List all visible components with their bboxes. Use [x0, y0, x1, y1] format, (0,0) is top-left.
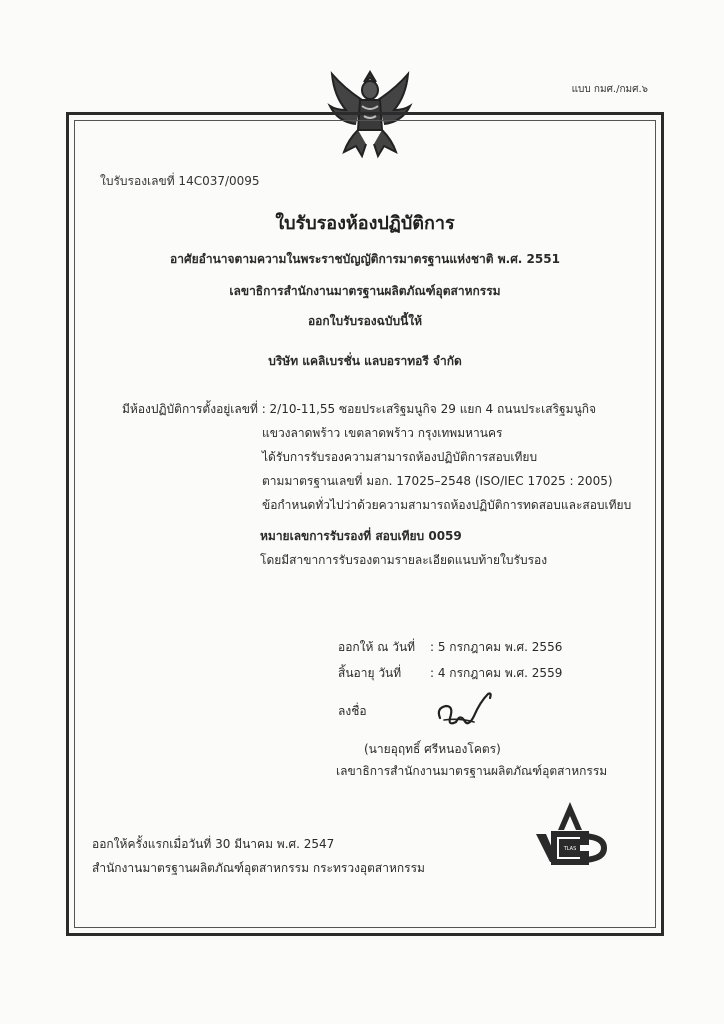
form-code: แบบ กมศ./กมศ.๖ [571, 84, 648, 95]
footer-block [92, 832, 425, 880]
agency-line: สำนักงานมาตรฐานผลิตภัณฑ์อุตสาหกรรม กระทรวงอุตสาหกรรม [92, 861, 425, 875]
accreditation-block [260, 524, 547, 572]
expiry-value: : 4 กรกฎาคม พ.ศ. 2559 [430, 666, 563, 680]
issued-value: : 5 กรกฎาคม พ.ศ. 2556 [430, 640, 563, 654]
address-line-4: ตามมาตรฐานเลขที่ มอก. 17025–2548 (ISO/IEC 17025 : 2005) [262, 474, 613, 488]
expiry-date-row [338, 660, 562, 686]
certificate-title: ใบรับรองห้องปฏิบัติการ [275, 213, 455, 234]
issuer-line: เลขาธิการสำนักงานมาตรฐานผลิตภัณฑ์อุตสาหกรรม [229, 284, 501, 298]
issued-label: ออกให้ ณ วันที่ [338, 640, 416, 654]
expiry-label: สิ้นอายุ วันที่ [338, 666, 402, 680]
signer-name: (นายอุฤทธิ์ ศรีหนองโคตร) [364, 742, 501, 756]
signature-label: ลงชื่อ [338, 704, 367, 718]
tlas-logo-text: TLAS [563, 846, 577, 852]
authority-line: อาศัยอำนาจตามความในพระราชบัญญัติการมาตรฐานแห่งชาติ พ.ศ. 2551 [170, 252, 560, 266]
first-issued-line: ออกให้ครั้งแรกเมื่อวันที่ 30 มีนาคม พ.ศ. 2547 [92, 837, 335, 851]
accreditation-scope: โดยมีสาขาการรับรองตามรายละเอียดแนบท้ายใบรับรอง [260, 553, 548, 567]
tlas-accreditation-logo-icon [532, 800, 608, 866]
signer-title: เลขาธิการสำนักงานมาตรฐานผลิตภัณฑ์อุตสาหกรรม [336, 764, 608, 778]
accreditation-number: หมายเลขการรับรองที่ สอบเทียบ 0059 [260, 529, 462, 543]
dates-block [338, 634, 562, 686]
address-line-1: มีห้องปฏิบัติการตั้งอยู่เลขที่ : 2/10-11,55 ซอยประเสริฐมนูกิจ 29 แยก 4 ถนนประเสริฐมนูกิจ [122, 402, 597, 416]
company-name: บริษัท แคลิเบรชั่น แลบอราทอรี จำกัด [268, 354, 462, 368]
address-block [122, 397, 631, 517]
address-line-3: ได้รับการรับรองความสามารถห้องปฏิบัติการสอบเทียบ [262, 450, 538, 464]
handwritten-signature-icon [430, 688, 500, 732]
address-line-5: ข้อกำหนดทั่วไปว่าด้วยความสามารถห้องปฏิบัติการทดสอบและสอบเทียบ [262, 498, 632, 512]
issued-date-row [338, 634, 562, 660]
issue-line: ออกใบรับรองฉบับนี้ให้ [307, 314, 423, 328]
address-line-2: แขวงลาดพร้าว เขตลาดพร้าว กรุงเทพมหานคร [262, 426, 503, 440]
certificate-number: ใบรับรองเลขที่ 14C037/0095 [100, 174, 260, 188]
